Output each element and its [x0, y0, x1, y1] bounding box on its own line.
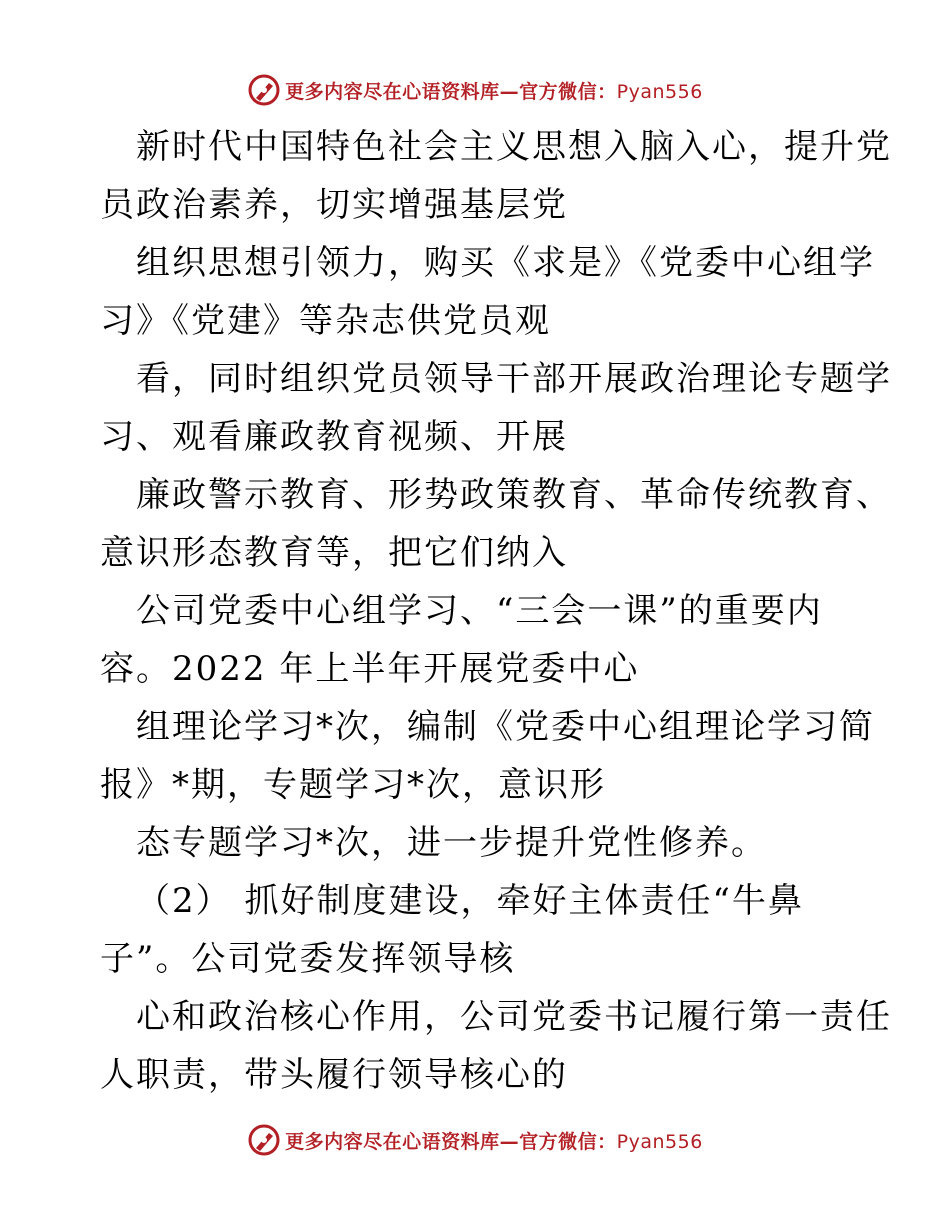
- body-line: 态专题学习*次，进一步提升党性修养。: [136, 823, 767, 863]
- body-line: 容。2022 年上半年开展党委中心: [100, 649, 640, 689]
- body-line: 人职责，带头履行领导核心的: [100, 1055, 568, 1095]
- watermark-text: 更多内容尽在心语资料库—官方微信：Pyan556: [285, 1130, 703, 1153]
- body-line: 意识形态教育等，把它们纳入: [100, 533, 568, 573]
- body-line: 报》*期，专题学习*次，意识形: [100, 765, 606, 805]
- pen-logo-icon: [247, 1123, 281, 1157]
- body-line: 组理论学习*次，编制《党委中心组理论学习简: [136, 707, 875, 747]
- document-body: [100, 118, 892, 1104]
- body-line: 习、观看廉政教育视频、开展: [100, 417, 568, 457]
- body-line: 看，同时组织党员领导干部开展政治理论专题学: [136, 359, 892, 399]
- body-line: 组织思想引领力，购买《求是》《党委中心组学: [136, 243, 875, 283]
- body-line: 员政治素养，切实增强基层党: [100, 185, 568, 225]
- body-line: 廉政警示教育、形势政策教育、革命传统教育、: [136, 475, 892, 515]
- body-line: （2） 抓好制度建设，牵好主体责任“牛鼻: [136, 881, 804, 921]
- body-line: 新时代中国特色社会主义思想入脑入心，提升党: [136, 127, 892, 167]
- body-line: 公司党委中心组学习、“三会一课”的重要内: [136, 591, 823, 631]
- body-line: 子”。公司党委发挥领导核: [100, 939, 516, 979]
- pen-logo-icon: [247, 73, 281, 107]
- body-line: 心和政治核心作用，公司党委书记履行第一责任: [136, 997, 892, 1037]
- watermark-text: 更多内容尽在心语资料库—官方微信：Pyan556: [285, 80, 703, 103]
- footer-watermark: [0, 1120, 950, 1160]
- header-watermark: [0, 70, 950, 110]
- body-line: 习》《党建》等杂志供党员观: [100, 301, 551, 341]
